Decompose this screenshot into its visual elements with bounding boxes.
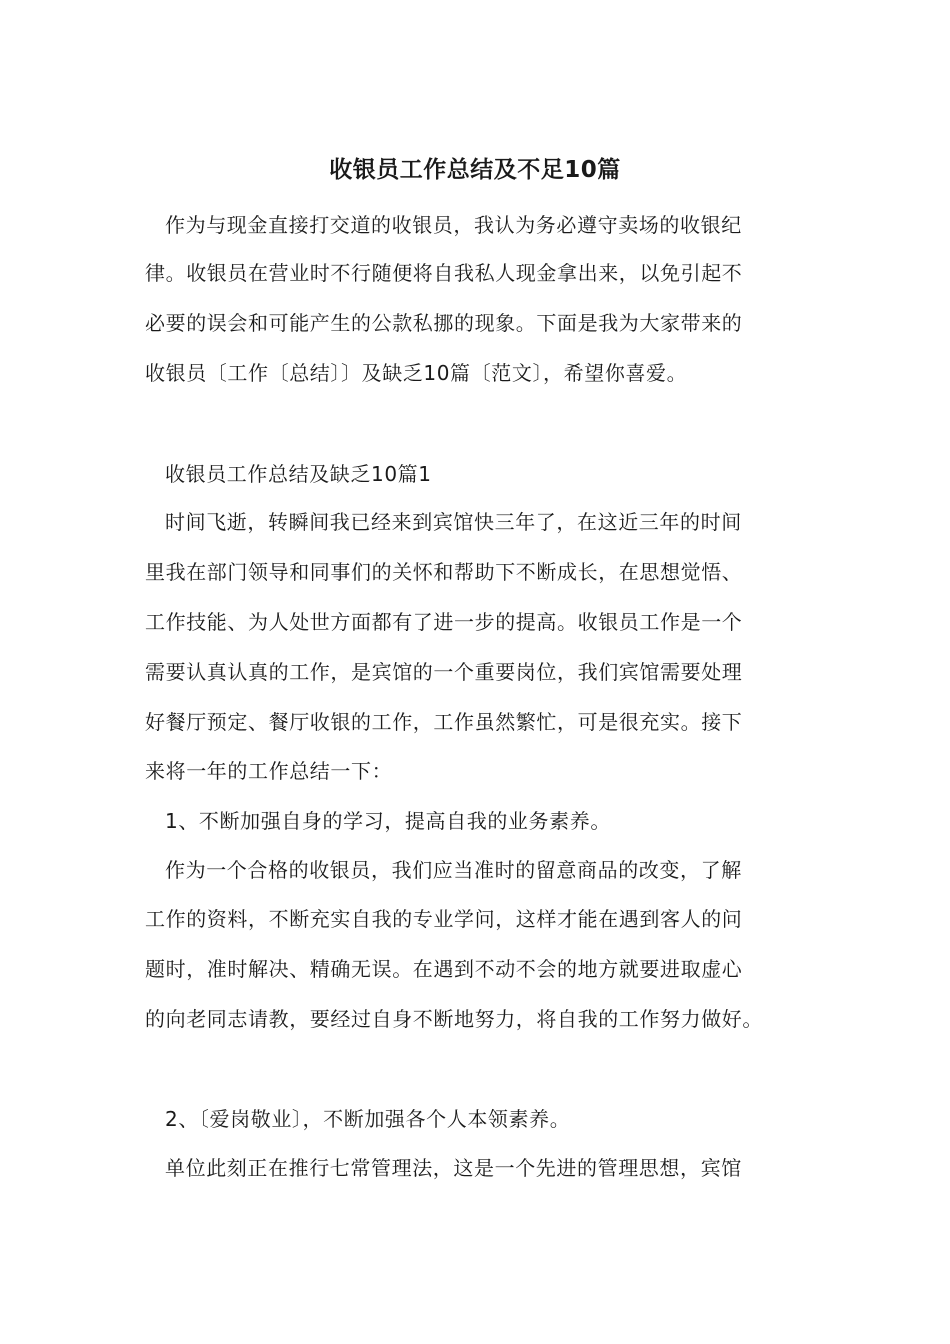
point2-line-1: 单位此刻正在推行七常管理法，这是一个先进的管理思想，宾馆 bbox=[165, 1156, 742, 1180]
point1-line-1: 作为一个合格的收银员，我们应当准时的留意商品的改变，了解 bbox=[165, 858, 742, 882]
section-line-5: 好餐厅预定、餐厅收银的工作，工作虽然繁忙，可是很充实。接下 bbox=[145, 710, 743, 734]
intro-line-1: 作为与现金直接打交道的收银员，我认为务必遵守卖场的收银纪 bbox=[165, 213, 742, 237]
intro-line-3: 必要的误会和可能产生的公款私挪的现象。下面是我为大家带来的 bbox=[145, 311, 743, 335]
intro-line-2: 律。收银员在营业时不行随便将自我私人现金拿出来，以免引起不 bbox=[145, 261, 743, 285]
point1-line-4: 的向老同志请教，要经过自身不断地努力，将自我的工作努力做好。 bbox=[145, 1007, 763, 1031]
section-heading: 收银员工作总结及缺乏10篇1 bbox=[165, 462, 432, 486]
section-line-4: 需要认真认真的工作，是宾馆的一个重要岗位，我们宾馆需要处理 bbox=[145, 660, 743, 684]
intro-line-4: 收银员〔工作〔总结〕〕及缺乏10篇〔范文〕，希望你喜爱。 bbox=[145, 361, 688, 385]
point2-heading: 2、〔爱岗敬业〕，不断加强各个人本领素养。 bbox=[165, 1107, 571, 1131]
point1-heading: 1、不断加强自身的学习，提高自我的业务素养。 bbox=[165, 809, 611, 833]
point1-line-2: 工作的资料，不断充实自我的专业学问，这样才能在遇到客人的问 bbox=[145, 907, 743, 931]
point1-line-3: 题时，准时解决、精确无误。在遇到不动不会的地方就要进取虚心 bbox=[145, 957, 743, 981]
document-title: 收银员工作总结及不足10篇 bbox=[329, 157, 621, 183]
section-line-1: 时间飞逝，转瞬间我已经来到宾馆快三年了，在这近三年的时间 bbox=[165, 510, 742, 534]
section-line-3: 工作技能、为人处世方面都有了进一步的提高。收银员工作是一个 bbox=[145, 610, 743, 634]
section-line-6: 来将一年的工作总结一下： bbox=[145, 759, 393, 783]
section-line-2: 里我在部门领导和同事们的关怀和帮助下不断成长，在思想觉悟、 bbox=[145, 560, 743, 584]
